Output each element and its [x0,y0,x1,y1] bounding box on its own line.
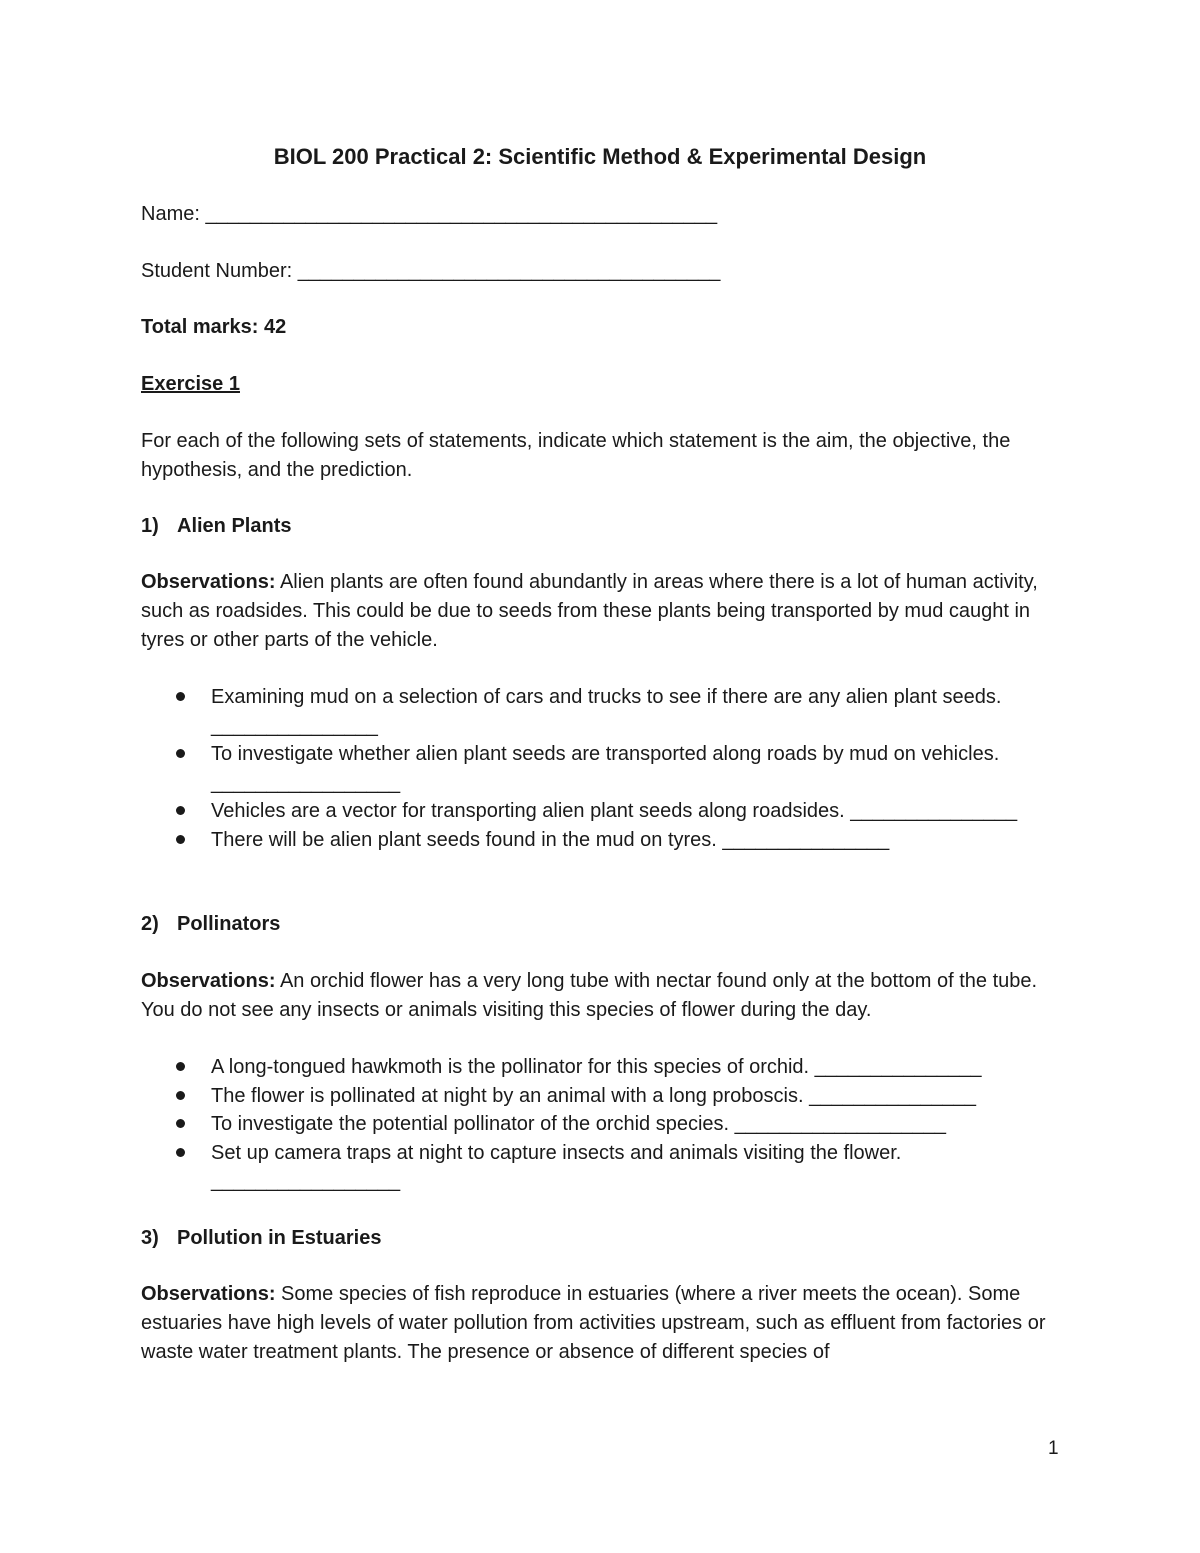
bullet-icon [176,835,185,844]
observations-label: Observations: [141,1283,276,1305]
page-title: BIOL 200 Practical 2: Scientific Method & Experimental Design [273,144,927,169]
statement-list-alien-plants [0,683,1071,854]
observations-paragraph-pollinators [141,967,1066,1025]
statement-text: A long-tongued hawkmoth is the pollinator for this species of orchid. _______________ [211,1056,982,1078]
list-item [0,826,1071,855]
bullet-icon [176,1062,185,1071]
student-number-field-line: Student Number: ______________________________________ [141,260,721,282]
section-heading-pollution-in-estuaries [141,1224,381,1253]
instructions-paragraph: For each of the following sets of statements, indicate which statement is the aim, the objective, the hypothesis, and the prediction. [141,430,1011,481]
observations-paragraph-alien-plants [141,568,1066,655]
section-heading-pollinators [141,910,280,939]
list-item [0,1139,1071,1196]
bullet-icon [176,806,185,815]
statement-text: To investigate whether alien plant seeds are transported along roads by mud on vehicles. _________________ [211,743,1000,794]
exercise-heading: Exercise 1 [141,373,240,395]
name-field-line: Name: ______________________________________________ [141,203,718,225]
statement-list-pollinators [0,1053,1071,1196]
bullet-icon [176,692,185,701]
section-number: 3) [141,1227,159,1249]
section-number: 2) [141,913,159,935]
section-title: Pollution in Estuaries [177,1227,382,1249]
statement-text: Set up camera traps at night to capture insects and animals visiting the flower. _________________ [211,1141,902,1192]
section-number: 1) [141,515,159,537]
section-title: Pollinators [177,913,281,935]
list-item [0,1053,1071,1082]
list-item [0,1082,1071,1111]
bullet-icon [176,1091,185,1100]
list-item [0,740,1071,797]
bullet-icon [176,1148,185,1157]
section-heading-alien-plants [141,512,291,541]
list-item [0,797,1071,826]
statement-text: Examining mud on a selection of cars and trucks to see if there are any alien plant seeds. _______________ [211,686,1002,737]
page-number: 1 [1048,1438,1059,1459]
bullet-icon [176,749,185,758]
statement-text: To investigate the potential pollinator of the orchid species. ___________________ [211,1113,946,1135]
observations-text: Some species of fish reproduce in estuaries (where a river meets the ocean). Some estuaries have high levels of water pollution from activities upstream, such as effluent from factories or waste water treatment plants. The presence or absence of different species of [141,1283,1046,1363]
list-item [0,1110,1071,1139]
observations-text: Alien plants are often found abundantly in areas where there is a lot of human activity, such as roadsides. This could be due to seeds from these plants being transported by mud caught in tyres or other parts of the vehicle. [141,571,1038,651]
statement-text: The flower is pollinated at night by an animal with a long proboscis. _______________ [211,1084,976,1107]
bullet-icon [176,1119,185,1128]
observations-text: An orchid flower has a very long tube with nectar found only at the bottom of the tube. You do not see any insects or animals visiting this species of flower during the day. [141,970,1038,1021]
list-item [0,683,1071,740]
statement-text: Vehicles are a vector for transporting alien plant seeds along roadsides. _______________ [211,800,1018,822]
statement-text: There will be alien plant seeds found in the mud on tyres. _______________ [211,828,890,851]
section-title: Alien Plants [177,515,292,537]
observations-label: Observations: [141,571,276,593]
observations-label: Observations: [141,970,276,992]
observations-paragraph-estuaries [141,1280,1066,1367]
total-marks: Total marks: 42 [141,316,287,338]
